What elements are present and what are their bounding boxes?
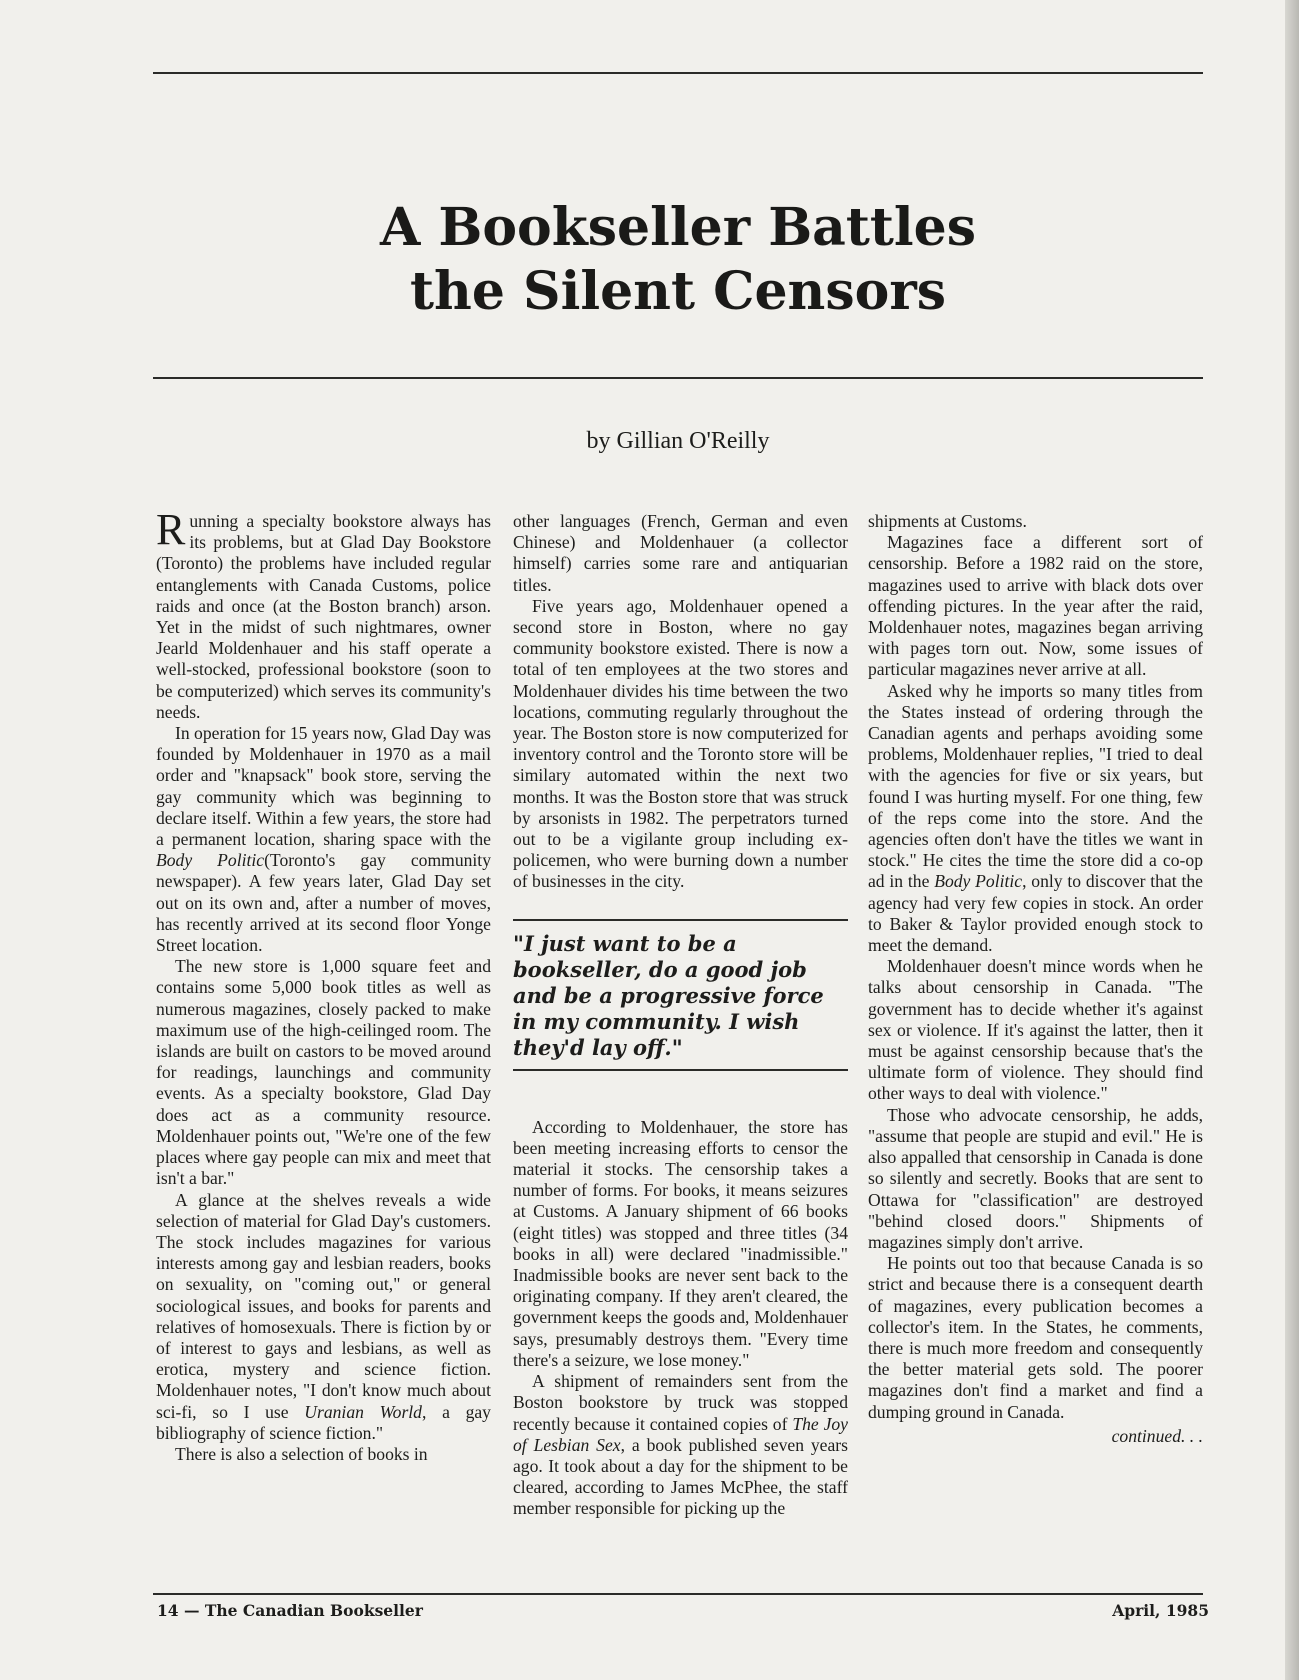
paragraph-text: Asked why he imports so many titles from the States instead of ordering through the Canadian agents and perhaps avoiding some problems, Moldenhauer replies, "I tried to deal with the agencies for five or six years, but found I was hurting myself. For one thing, few of the reps come into the store. And the agencies often don't have the titles we want in stock." He cites the time the store did a co-op ad in the [868,680,1203,892]
drop-cap: R [156,505,186,554]
italic-title: The Joy of Lesbian Sex [513,1413,848,1455]
paragraph-text: , a book published seven years ago. It took about a day for the shipment to be cleared, according to James McPhee, the staff member responsible for picking up the [513,1434,848,1519]
column-3 [868,511,1203,1447]
paragraph [156,1190,491,1444]
paragraph: Magazines face a different sort of censorship. Before a 1982 raid on the store, magazines used to arrive with black dots over offending pictures. In the year after the raid, Moldenhauer notes, magazines began arriving with pages torn out. Now, some issues of particular magazines never arrive at all. [868,532,1203,680]
paragraph [156,723,491,956]
italic-title: Uranian World [304,1401,422,1422]
column-2 [513,511,848,1520]
paragraph-text: A glance at the shelves reveals a wide selection of material for Glad Day's customers. The stock includes magazines for various interests among gay and lesbian readers, books on sexuality, on "coming out," or general sociological issues, and books for parents and relatives of homosexuals. There is fiction by or of interest to gays and lesbians, as well as erotica, mystery and science fiction. Moldenhauer notes, "I don't know much about sci-fi, so I use [156,1189,491,1422]
paragraph-text: , a gay bibliography of science fiction." [156,1401,491,1443]
continued-note: continued. . . [1111,1425,1203,1446]
footer-date: April, 1985 [1112,1601,1209,1620]
column-1 [156,505,491,1465]
paragraph: other languages (French, German and even Chinese) and Moldenhauer (a collector himself) carries some rare and antiquarian titles. [513,511,848,595]
italic-title: Body Politic [934,871,1023,892]
paragraph: shipments at Customs. [868,511,1027,531]
title-line-2: the Silent Censors [410,261,946,322]
paragraph [868,681,1203,957]
page-edge-shadow [1285,0,1299,1680]
footer-rule [153,1593,1203,1595]
paragraph: Moldenhauer doesn't mince words when he talks about censorship in Canada. "The government has to decide whether it's against sex or violence. If it's against the latter, then it must be against censorship because that's the ultimate form of violence. They should find other ways to deal with violence." [868,956,1203,1104]
paragraph: Those who advocate censorship, he adds, "assume that people are stupid and evil." He is also appalled that censorship in Canada is done so silently and secretly. Books that are sent to Ottawa for "classification" are destroyed "behind closed doors." Shipments of magazines simply don't arrive. [868,1104,1203,1252]
article-title [153,196,1203,324]
title-rule [153,377,1203,379]
top-rule [153,72,1203,74]
pull-quote: "I just want to be a bookseller, do a good job and be a progressive force in my community. I wish they'd lay off." [513,919,848,1071]
paragraph [156,505,491,723]
byline: by Gillian O'Reilly [586,428,770,454]
paragraph-text: A shipment of remainders sent from the Boston bookstore by truck was stopped recently because it contained copies of [513,1371,848,1434]
paragraph: Five years ago, Moldenhauer opened a second store in Boston, where no gay community bookstore existed. There is now a total of ten employees at the two stores and Moldenhauer divides his time between the two locations, commuting regularly throughout the year. The Boston store is now computerized for inventory control and the Toronto store will be similary automated within the next two months. It was the Boston store that was struck by arsonists in 1982. The perpetrators turned out to be a vigilante group including ex-policemen, who were burning down a number of businesses in the city. [513,595,848,892]
footer-folio: 14 — The Canadian Bookseller [157,1601,423,1620]
italic-title: Body Politic [156,850,265,871]
title-line-1: A Bookseller Battles [379,197,977,258]
paragraph-text: In operation for 15 years now, Glad Day was founded by Moldenhauer in 1970 as a mail order and "knapsack" book store, serving the gay community which was beginning to declare itself. Within a few years, the store had a permanent location, sharing space with the [156,723,491,850]
paragraph: He points out too that because Canada is so strict and because there is a consequent dearth of magazines, every publication becomes a collector's item. In the States, he comments, there is much more freedom and consequently the better material gets sold. The poorer magazines don't find a market and find a dumping ground in Canada. [868,1253,1203,1422]
paragraph: There is also a selection of books in [175,1443,428,1464]
paragraph-text: unning a specialty bookstore always has its problems, but at Glad Day Bookstore (Toronto) the problems have included regular entanglements with Canada Customs, police raids and once (at the Boston branch) arson. Yet in the midst of such nightmares, owner Jearld Moldenhauer and his staff operate a well-stocked, professional bookstore (soon to be computerized) which serves its community's needs. [156,511,491,722]
paragraph: According to Moldenhauer, the store has been meeting increasing efforts to censor the material it stocks. The censorship takes a number of forms. For books, it means seizures at Customs. A January shipment of 66 books (eight titles) was stopped and three titles (34 books in all) were declared "inadmissible." Inadmissible books are never sent back to the originating company. If they aren't cleared, the government keeps the goods and, Moldenhauer says, presumably destroys them. "Every time there's a seizure, we lose money." [513,1116,848,1370]
paragraph-text: (Toronto's gay community newspaper). A few years later, Glad Day set out on its own and, after a number of moves, has recently arrived at its second floor Yonge Street location. [156,850,491,956]
paragraph-text: , only to discover that the agency had very few copies in stock. An order to Baker & Taylor provided enough stock to meet the demand. [868,871,1203,956]
paragraph [513,1371,848,1519]
paragraph: The new store is 1,000 square feet and contains some 5,000 book titles as well as numerous magazines, closely packed to make maximum use of the high-ceilinged room. The islands are built on castors to be moved around for readings, launchings and community events. As a specialty bookstore, Glad Day does act as a community resource. Moldenhauer points out, "We're one of the few places where gay people can mix and meet that isn't a bar." [156,956,491,1189]
